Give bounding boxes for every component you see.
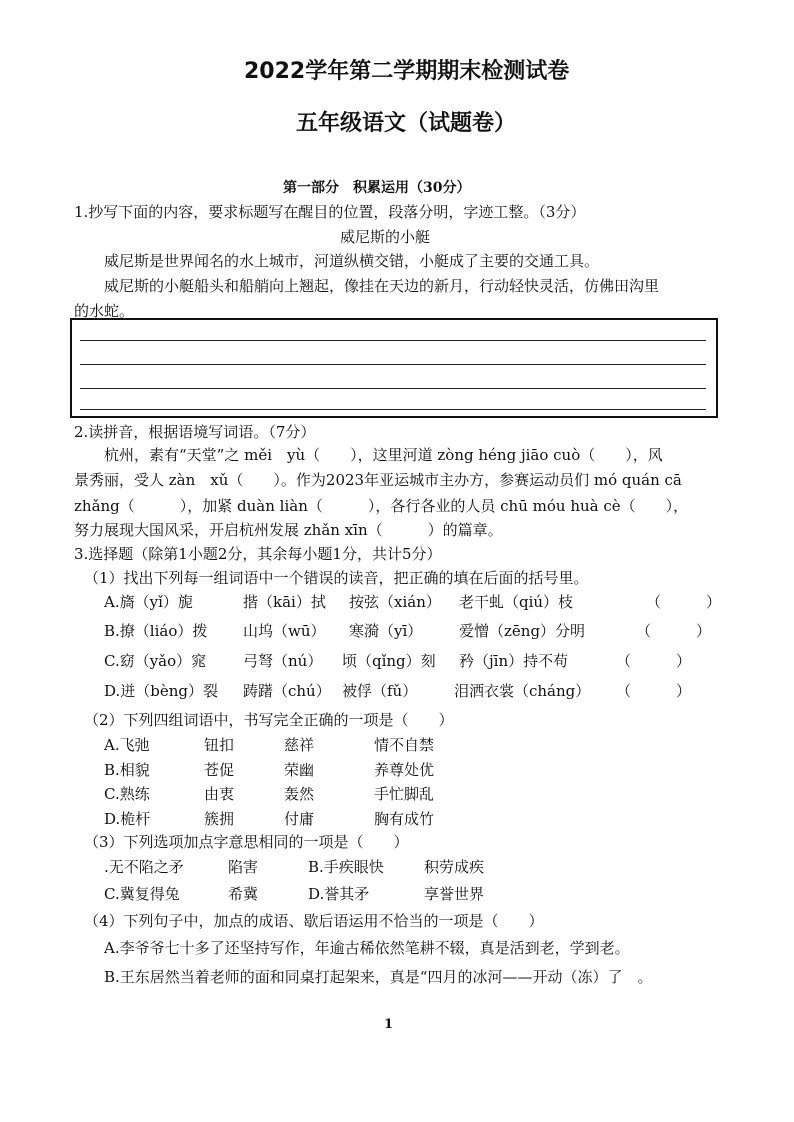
- q3-1-option-a-answer-blank[interactable]: （ ）: [646, 593, 722, 611]
- q3-1-prompt: （1）找出下列每一组词语中一个错误的读音，把正确的填在后面的括号里。: [84, 569, 589, 587]
- q3-1-option-c-word-2: 弓弩（nú）: [243, 652, 323, 670]
- q3-1-option-c-word-3: 顷（qǐng）刻: [342, 652, 436, 670]
- q3-4-prompt: （4）下列句子中，加点的成语、歇后语运用不恰当的一项是（ ）: [84, 912, 544, 930]
- q3-1-option-d-word-1: D.迸（bèng）裂: [104, 682, 219, 700]
- q3-2-option-a-word-3: 慈祥: [284, 736, 315, 754]
- part1-heading: 第一部分 积累运用（30分）: [283, 180, 471, 196]
- q1-paragraph-1: 威尼斯是世界闻名的水上城市，河道纵横交错，小艇成了主要的交通工具。: [104, 252, 600, 270]
- q3-1-option-c-answer-blank[interactable]: （ ）: [616, 652, 692, 670]
- q3-3-option-a-word: 陷害: [228, 858, 259, 876]
- page-number: 1: [384, 1017, 394, 1032]
- q3-1-option-d-answer-blank[interactable]: （ ）: [616, 682, 692, 700]
- q1-paragraph-2-line-2: 的水蛇。: [74, 302, 135, 320]
- q3-2-option-d-word-4: 胸有成竹: [374, 810, 435, 828]
- q1-prompt: 1.抄写下面的内容，要求标题写在醒目的位置，段落分明，字迹工整。（3分）: [74, 203, 586, 221]
- q3-2-option-b-word-2: 苍促: [204, 761, 235, 779]
- q3-1-option-d-word-3: 被俘（fǔ）: [342, 682, 418, 700]
- q3-3-option-c-word: 希冀: [228, 885, 259, 903]
- q1-answer-box[interactable]: [70, 318, 718, 418]
- exam-subtitle: 五年级语文（试题卷）: [296, 111, 517, 136]
- q3-2-option-c-word-1: C.熟练: [104, 785, 150, 803]
- q2-text-line-2: 景秀丽，受人 zàn xǔ（ ）。作为2023年亚运城市主办方，参赛运动员们 mó quán cā: [74, 471, 682, 489]
- q3-3-option-a-phrase: .无不陷之矛: [104, 858, 184, 876]
- q3-3-option-c-phrase: C.冀复得兔: [104, 885, 180, 903]
- q3-3-prompt: （3）下列选项加点字意思相同的一项是（ ）: [84, 833, 409, 851]
- q3-2-option-a-word-4: 情不自禁: [374, 736, 435, 754]
- q3-2-option-b-word-3: 荣幽: [284, 761, 315, 779]
- q3-4-option-a: A.李爷爷七十多了还坚持写作，年逾古稀依然笔耕不辍，真是活到老，学到老。: [104, 939, 630, 957]
- q3-4-option-b: B.王东居然当着老师的面和同桌打起架来，真是“四月的冰河——开动（冻）了 。: [104, 968, 653, 986]
- q3-3-option-b-word: 积劳成疾: [424, 858, 485, 876]
- q3-1-option-b-word-4: 爱憎（zēng）分明: [459, 622, 586, 640]
- q3-2-option-d-word-1: D.桅杆: [104, 810, 151, 828]
- q2-text-line-1: 杭州，素有“天堂”之 měi yù（ ），这里河道 zòng héng jiāo cuò（ ），风: [104, 446, 663, 464]
- q3-1-option-d-word-2: 踌躇（chú）: [243, 682, 331, 700]
- q3-3-option-d-phrase: D.誉其矛: [308, 885, 370, 903]
- q3-2-option-a-word-2: 钮扣: [204, 736, 235, 754]
- q3-3-option-b-phrase: B.手疾眼快: [308, 858, 384, 876]
- q3-2-option-d-word-3: 付庸: [284, 810, 315, 828]
- q3-2-option-b-word-4: 养尊处优: [374, 761, 435, 779]
- q3-2-prompt: （2）下列四组词语中，书写完全正确的一项是（ ）: [84, 711, 454, 729]
- exam-title: 2022学年第二学期期末检测试卷: [244, 59, 570, 84]
- q1-passage-title: 威尼斯的小艇: [340, 228, 431, 246]
- q3-prompt: 3.选择题（除第1小题2分，其余每小题1分，共计5分）: [74, 545, 442, 563]
- q3-1-option-b-word-2: 山坞（wū）: [243, 622, 326, 640]
- answer-line: [80, 409, 706, 410]
- q3-2-option-d-word-2: 簇拥: [204, 810, 235, 828]
- q3-1-option-b-word-1: B.撩（liáo）拨: [104, 622, 208, 640]
- q3-1-option-a-word-3: 按弦（xián）: [349, 593, 441, 611]
- q3-3-option-d-word: 享誉世界: [424, 885, 485, 903]
- answer-line: [80, 340, 706, 341]
- q3-1-option-a-word-2: 揩（kāi）拭: [243, 593, 326, 611]
- q3-2-option-c-word-3: 轰然: [284, 785, 315, 803]
- q3-1-option-c-word-4: 矜（jīn）持不苟: [459, 652, 569, 670]
- q3-2-option-c-word-2: 由衷: [204, 785, 235, 803]
- q2-text-line-4: 努力展现大国风采，开启杭州发展 zhǎn xīn（ ）的篇章。: [74, 521, 503, 539]
- q3-2-option-b-word-1: B.相貌: [104, 761, 150, 779]
- q3-1-option-b-word-3: 寒漪（yī）: [349, 622, 423, 640]
- answer-line: [80, 388, 706, 389]
- q1-paragraph-2-line-1: 威尼斯的小艇船头和船艄向上翘起，像挂在天边的新月，行动轻快灵活，仿佛田沟里: [104, 277, 660, 295]
- q2-prompt: 2.读拼音，根据语境写词语。（7分）: [74, 423, 316, 441]
- q3-2-option-a-word-1: A.飞弛: [104, 736, 150, 754]
- q2-text-line-3: zhǎng（ ），加紧 duàn liàn（ ），各行各业的人员 chū móu huà cè（ ），: [74, 497, 689, 515]
- q3-1-option-c-word-1: C.窈（yǎo）窕: [104, 652, 207, 670]
- q3-1-option-d-word-4: 泪洒衣裳（cháng）: [454, 682, 591, 700]
- q3-1-option-a-word-1: A.旖（yǐ）旎: [104, 593, 193, 611]
- answer-line: [80, 364, 706, 365]
- q3-1-option-b-answer-blank[interactable]: （ ）: [636, 622, 712, 640]
- q3-2-option-c-word-4: 手忙脚乱: [374, 785, 435, 803]
- q3-1-option-a-word-4: 老干虬（qiú）枝: [459, 593, 574, 611]
